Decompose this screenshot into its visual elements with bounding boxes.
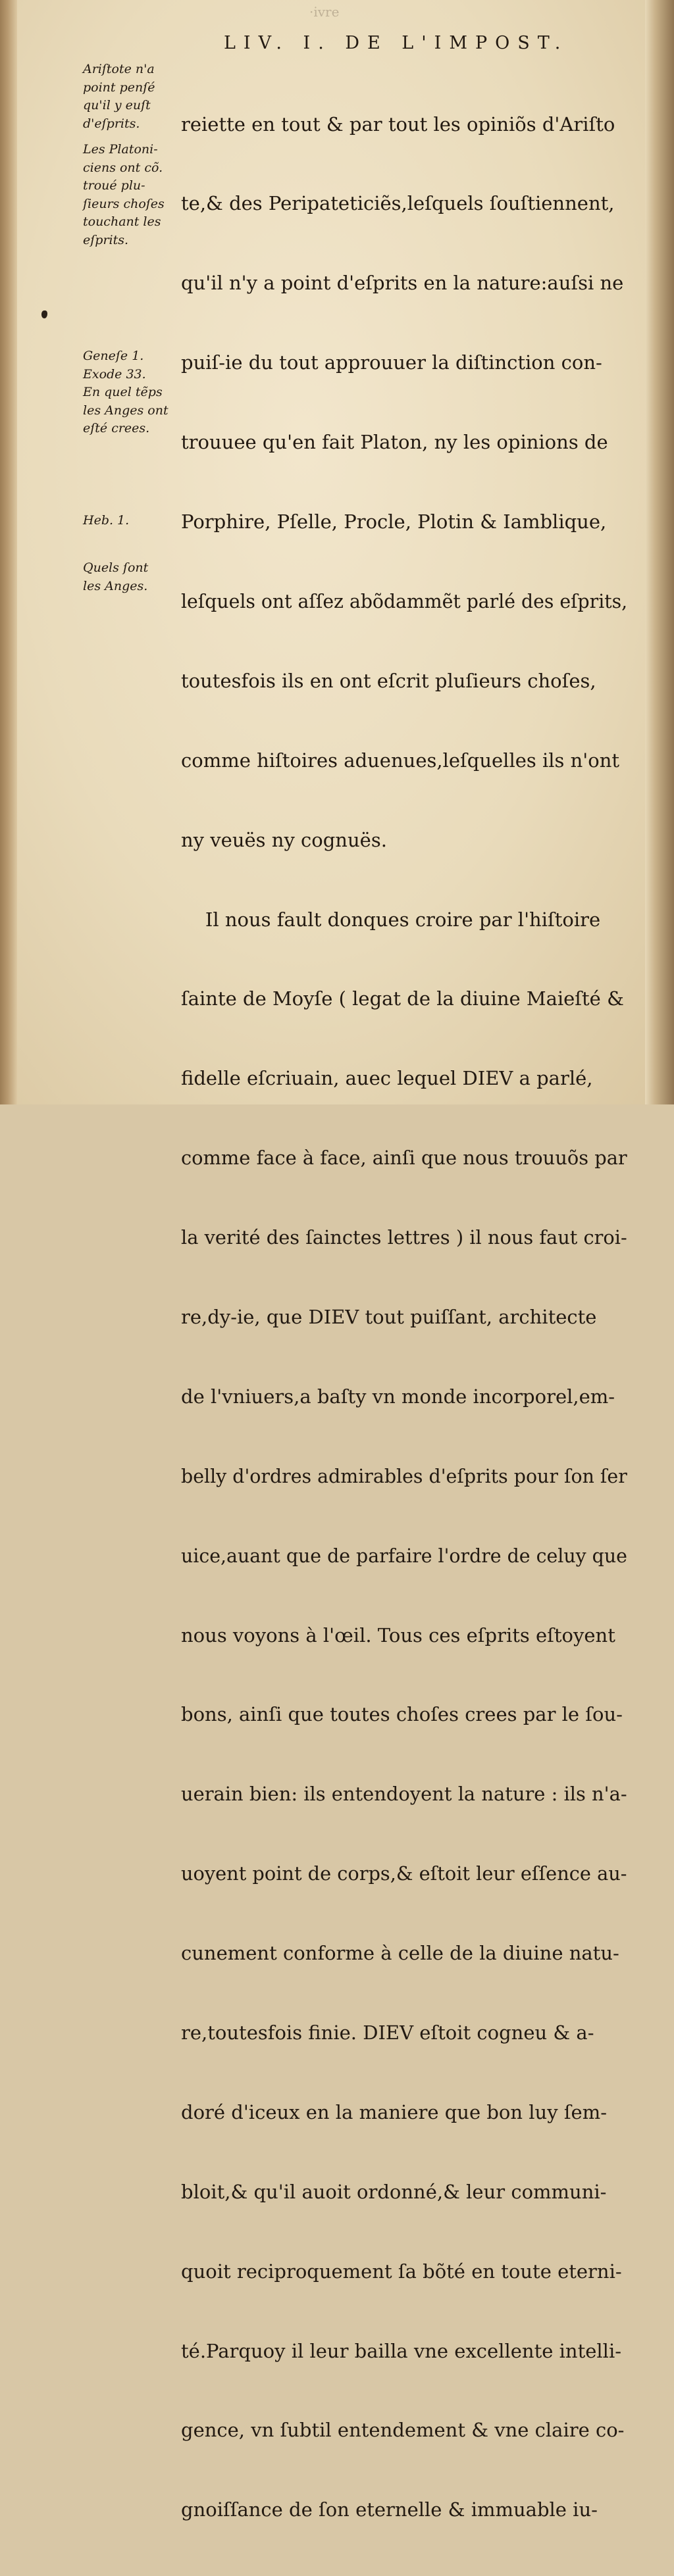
margin-line: Quels ſont bbox=[83, 560, 149, 575]
margin-line: d'eſprits. bbox=[83, 116, 140, 131]
text-line: re,dy-ie, que DIEV tout puiſſant, architecte bbox=[181, 1305, 597, 1328]
text-line: Il nous fault donques croire par l'hiſtoire bbox=[181, 908, 601, 931]
text-line: bons, ainſi que toutes choſes crees par le ſou- bbox=[181, 1703, 623, 1726]
text-line: uoyent point de corps,& eſtoit leur eſſence au- bbox=[181, 1862, 627, 1885]
text-line: nous voyons à l'œil. Tous ces eſprits eſtoyent bbox=[181, 1623, 615, 1647]
running-head: LIV. I. DE L'IMPOST. bbox=[224, 33, 569, 53]
text-line: fidelle eſcriuain, auec lequel DIEV a parlé, bbox=[181, 1067, 593, 1090]
margin-line: point penſé bbox=[83, 80, 155, 95]
margin-note-anges bbox=[83, 559, 182, 595]
binding-shadow bbox=[0, 0, 17, 1104]
margin-note-aristote bbox=[83, 61, 182, 133]
margin-line: les Anges ont bbox=[83, 403, 168, 418]
text-line: té.Parquoy il leur bailla vne excellente intelli- bbox=[181, 2339, 622, 2362]
text-line: trouuee qu'en fait Platon, ny les opinions de bbox=[181, 431, 608, 454]
main-text-block bbox=[181, 58, 629, 2576]
margin-line: troué plu- bbox=[83, 178, 145, 193]
margin-line: Ariſtote n'a bbox=[83, 62, 155, 76]
text-line: de l'vniuers,a baſty vn monde incorporel,em- bbox=[181, 1385, 615, 1408]
text-line: qu'il n'y a point d'eſprits en la nature:auſsi ne bbox=[181, 272, 624, 295]
text-line: leſquels ont aſſez abõdammẽt parlé des eſprits, bbox=[181, 589, 628, 612]
margin-line: Heb. 1. bbox=[83, 513, 130, 528]
text-line: gence, vn ſubtil entendement & vne claire co- bbox=[181, 2419, 625, 2442]
margin-line: les Anges. bbox=[83, 578, 148, 593]
margin-line: qu'il y euſt bbox=[83, 98, 151, 112]
text-line: gnoiſſance de ſon eternelle & immuable iu- bbox=[181, 2498, 598, 2521]
text-line: bloit,& qu'il auoit ordonné,& leur communi- bbox=[181, 2180, 607, 2203]
adjacent-page-edge bbox=[645, 0, 674, 1104]
margin-note-genese bbox=[83, 347, 182, 438]
margin-line: ſieurs choſes bbox=[83, 196, 165, 211]
text-line: ny veuës ny cognuës. bbox=[181, 828, 387, 851]
text-line: la verité des ſainctes lettres ) il nous faut croi- bbox=[181, 1226, 627, 1249]
text-line: Porphire, Pſelle, Procle, Plotin & Iamblique, bbox=[181, 510, 607, 533]
bleed-through-text: ·ivre bbox=[309, 4, 340, 20]
margin-line: Les Platoni- bbox=[83, 142, 158, 157]
text-line: belly d'ordres admirables d'eſprits pour ſon ſer bbox=[181, 1464, 627, 1487]
text-line: cunement conforme à celle de la diuine natu- bbox=[181, 1942, 619, 1965]
margin-note-hebreux bbox=[83, 512, 182, 530]
text-line: re,toutesfois finie. DIEV eſtoit cogneu & a- bbox=[181, 2021, 594, 2044]
margin-line: Geneſe 1. bbox=[83, 349, 144, 363]
text-line: comme hiſtoires aduenues,leſquelles ils n'ont bbox=[181, 749, 620, 772]
margin-line: Exode 33. bbox=[83, 366, 146, 382]
margin-line: eſprits. bbox=[83, 232, 129, 247]
text-line: ſainte de Moyſe ( legat de la diuine Maieſté & bbox=[181, 987, 624, 1010]
text-line: doré d'iceux en la maniere que bon luy ſem- bbox=[181, 2100, 608, 2123]
text-line: reiette en tout & par tout les opiniõs d'Ariſto bbox=[181, 112, 615, 136]
margin-line: touchant les bbox=[83, 214, 161, 229]
text-line: puiſ-ie du tout approuuer la diſtinction con- bbox=[181, 351, 602, 374]
margin-line: En quel tẽps bbox=[83, 385, 163, 399]
margin-line: eſté crees. bbox=[83, 421, 150, 435]
text-line: toutesfois ils en ont eſcrit pluſieurs choſes, bbox=[181, 669, 596, 692]
text-line: te,& des Peripateticiẽs,leſquels ſouſtiennent, bbox=[181, 192, 615, 215]
margin-line: ciens ont cõ. bbox=[83, 160, 163, 175]
text-line: uerain bien: ils entendoyent la nature : ils n'a- bbox=[181, 1783, 627, 1806]
text-line: quoit reciproquement ſa bõté en toute eterni- bbox=[181, 2260, 622, 2283]
margin-note-platoniciens bbox=[83, 141, 182, 249]
text-line: comme face à face, ainſi que nous trouuõs par bbox=[181, 1147, 627, 1170]
text-line: uice,auant que de parfaire l'ordre de celuy que bbox=[181, 1544, 627, 1567]
ink-blot bbox=[41, 310, 47, 318]
